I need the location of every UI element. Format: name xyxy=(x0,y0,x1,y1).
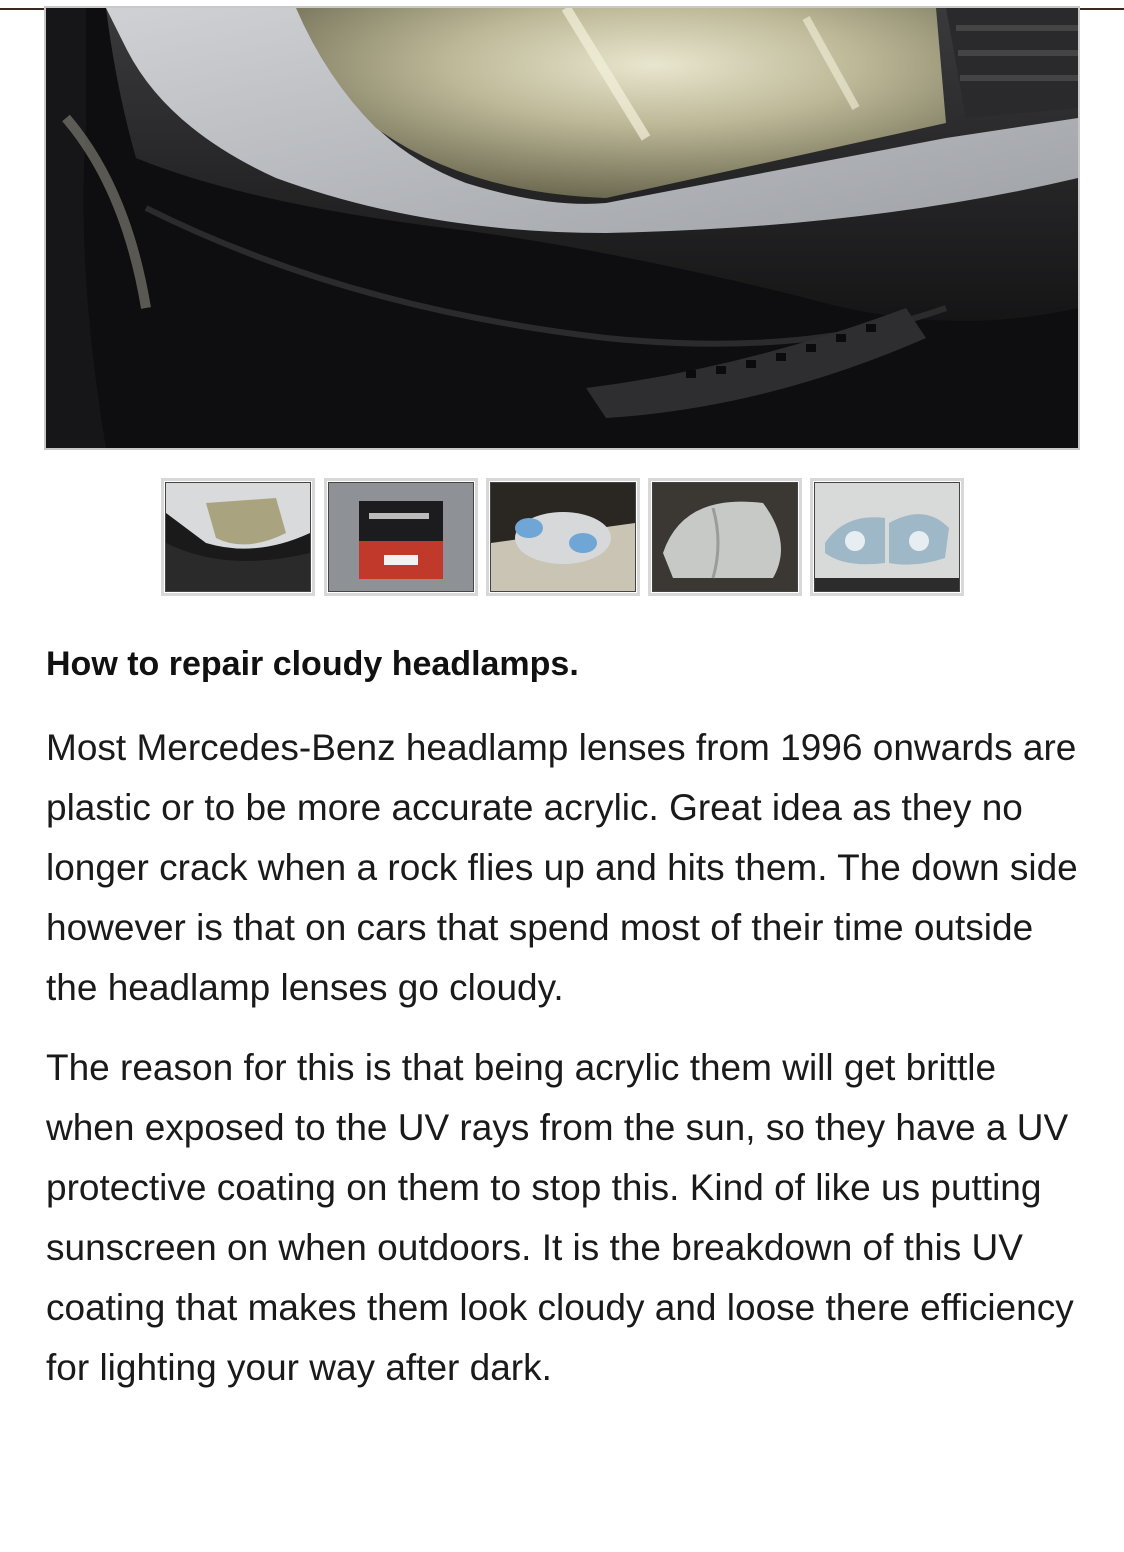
article-heading: How to repair cloudy headlamps. xyxy=(46,645,579,683)
photo-thumbnail-icon xyxy=(815,483,959,591)
photo-thumbnail-icon xyxy=(166,483,310,591)
thumbnail-cloudy-headlamp[interactable] xyxy=(161,478,315,596)
article-body xyxy=(46,640,1086,1418)
main-photo[interactable] xyxy=(44,6,1080,450)
article-paragraph-2: The reason for this is that being acrylic them will get brittle when exposed to the UV rays from the sun, so they have a UV protective coating on them to stop this. Kind of like us putting sunscreen on when outdoors. It is the breakdown of this UV coating that makes them look cloudy and loose there efficiency for lighting your way after dark. xyxy=(46,1047,1074,1388)
article-paragraph-1: Most Mercedes-Benz headlamp lenses from 1996 onwards are plastic or to be more accurate acrylic. Great idea as they no longer crack when a rock flies up and hits them. The down side however is that on cars that spend most of their time outside the headlamp lenses go cloudy. xyxy=(46,727,1078,1008)
thumbnail-sanded-lens[interactable] xyxy=(648,478,802,596)
thumbnail-strip xyxy=(161,478,966,596)
photo-thumbnail-icon xyxy=(653,483,797,591)
thumbnail-restoration-kit[interactable] xyxy=(324,478,478,596)
headlamp-photo-illustration xyxy=(46,8,1078,448)
photo-thumbnail-icon xyxy=(329,483,473,591)
thumbnail-restored-headlamps[interactable] xyxy=(810,478,964,596)
thumbnail-sanding-lens[interactable] xyxy=(486,478,640,596)
photo-thumbnail-icon xyxy=(491,483,635,591)
